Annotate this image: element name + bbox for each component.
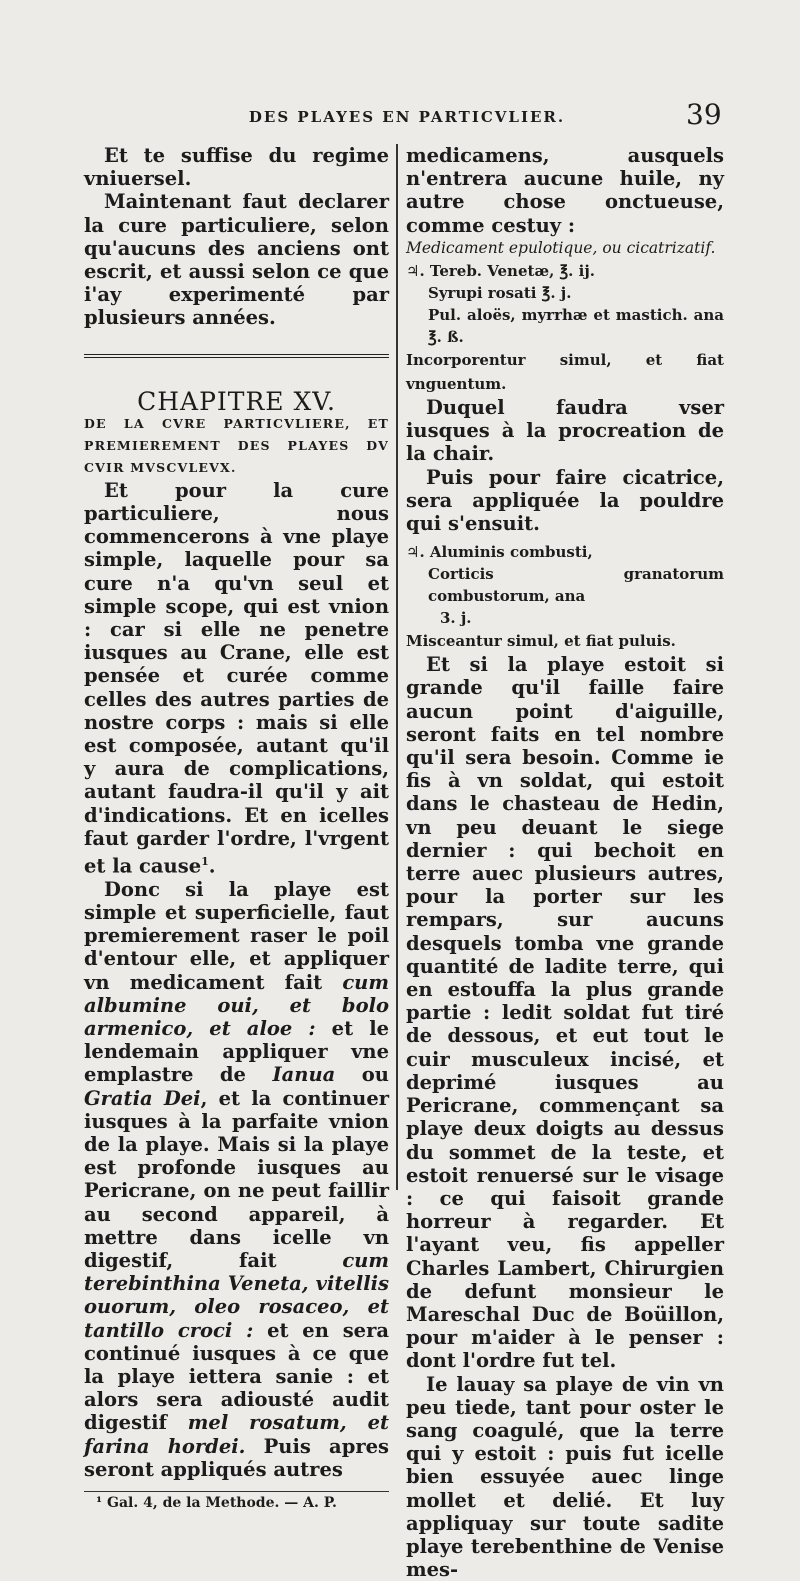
recipe-line: Pul. aloës, myrrhæ et mastich. ana ℥. ß. bbox=[428, 306, 724, 347]
left-column bbox=[84, 144, 389, 1515]
recipe-line: ♃. Tereb. Venetæ, ℥. ij. bbox=[406, 262, 595, 281]
paragraph: medicamens, ausquels n'entrera aucune huile, ny autre chose onctueuse, comme cestuy : bbox=[406, 144, 724, 237]
footnote-marker: 1 bbox=[201, 855, 209, 869]
paragraph: Et pour la cure particuliere, nous commencerons à vne playe simple, laquelle pour sa cure n'a qu'vn seul et simple scope, qui est vnion : car si elle ne penetre iusques au Crane, elle est pensée et curée comme celles des autres parties de nostre corps : mais si elle est composée, autant qu'il y aura de complications, autant faudra-il qu'il y ait d'indications. Et en icelles faut garder l'ordre, l'vrgent et la cause$^1$. bbox=[84, 478, 389, 878]
paragraph: Donc si la playe est simple et superficielle, faut premierement raser le poil d'entour elle, et appliquer vn medicament fait cum albumine oui, et bolo armenico, et aloe : et le lendemain appliquer vne emplastre de Ianua ou Gratia Dei, et la continuer iusques à la parfaite vnion de la playe. Mais si la playe est profonde iusques au Pericrane, on ne peut faillir au second appareil, à mettre dans icelle vn digestif, fait cum terebinthina Veneta, vitellis ouorum, oleo rosaceo, et tantillo croci : et en sera continué iusques à ce que la playe iettera sanie : et alors sera adiousté audit digestif mel rosatum, et farina hordei. Puis apres seront appliqués autres bbox=[84, 877, 390, 1481]
recipe-line: 3. j. bbox=[440, 609, 472, 628]
running-head: DES PLAYES EN PARTICVLIER. bbox=[248, 108, 566, 126]
recipe bbox=[406, 541, 724, 629]
paragraph: Et te suffise du regime vniuersel. bbox=[84, 144, 389, 191]
paragraph: Maintenant faut declarer la cure particuliere, selon qu'aucuns des anciens ont escrit, et aussi selon ce que i'ay experimenté par plusieurs années. bbox=[84, 190, 389, 330]
chapter-title: CHAPITRE XV. bbox=[137, 386, 336, 416]
recipe-instruction: Incorporentur simul, et fiat vnguentum. bbox=[406, 351, 724, 394]
chapter-subtitle: DE LA CVRE PARTICVLIERE, ET PREMIEREMENT DES PLAYES DV CVIR MVSCVLEVX. bbox=[84, 415, 389, 475]
footnote: ¹ Gal. 4, de la Methode. — A. P. bbox=[96, 1495, 337, 1512]
chapter-divider bbox=[84, 354, 389, 360]
column-divider bbox=[396, 144, 398, 1190]
paragraph: Duquel faudra vser iusques à la procreation de la chair. bbox=[406, 396, 724, 466]
recipe-title: Medicament epulotique, ou cicatrizatif. bbox=[406, 238, 716, 257]
page-number: 39 bbox=[686, 98, 722, 131]
paragraph: Et si la playe estoit si grande qu'il faille faire aucun point d'aiguille, seront faits en tel nombre qu'il sera besoin. Comme ie fis à vn soldat, qui estoit dans le chasteau de Hedin, vn peu deuant le siege dernier : qui bechoit en terre auec plusieurs autres, pour la porter sur les rempars, sur aucuns desquels tomba vne grande quantité de ladite terre, qui en estouffa la plus grande partie : ledit soldat fut tiré de dessous, et eut tout le cuir musculeux incisé, et deprimé iusques au Pericrane, commençant sa playe deux doigts au dessus du sommet de la teste, et estoit renuersé sur le visage : ce qui faisoit grande horreur à regarder. Et l'ayant veu, fis appeller Charles Lambert, Chirurgien de defunt monsieur le Mareschal Duc de Boüillon, pour m'aider à le penser : dont l'ordre fut tel. bbox=[406, 653, 724, 1373]
recipe-line: ♃. Aluminis combusti, bbox=[406, 543, 593, 562]
recipe-line: Syrupi rosati ℥. j. bbox=[428, 284, 572, 303]
recipe-instruction: Misceantur simul, et fiat puluis. bbox=[406, 632, 676, 651]
paragraph: Puis pour faire cicatrice, sera appliquée la pouldre qui s'ensuit. bbox=[406, 465, 724, 536]
paragraph: Ie lauay sa playe de vin vn peu tiede, tant pour oster le sang coagulé, que la terre qui y estoit : puis fut icelle bien essuyée auec linge mollet et delié. Et luy appliquay sur toute sadite playe terebenthine de Venise mes- bbox=[406, 1372, 724, 1581]
recipe bbox=[406, 260, 724, 348]
right-column bbox=[406, 144, 724, 1581]
recipe-line: Corticis granatorum combustorum, ana bbox=[428, 565, 724, 606]
